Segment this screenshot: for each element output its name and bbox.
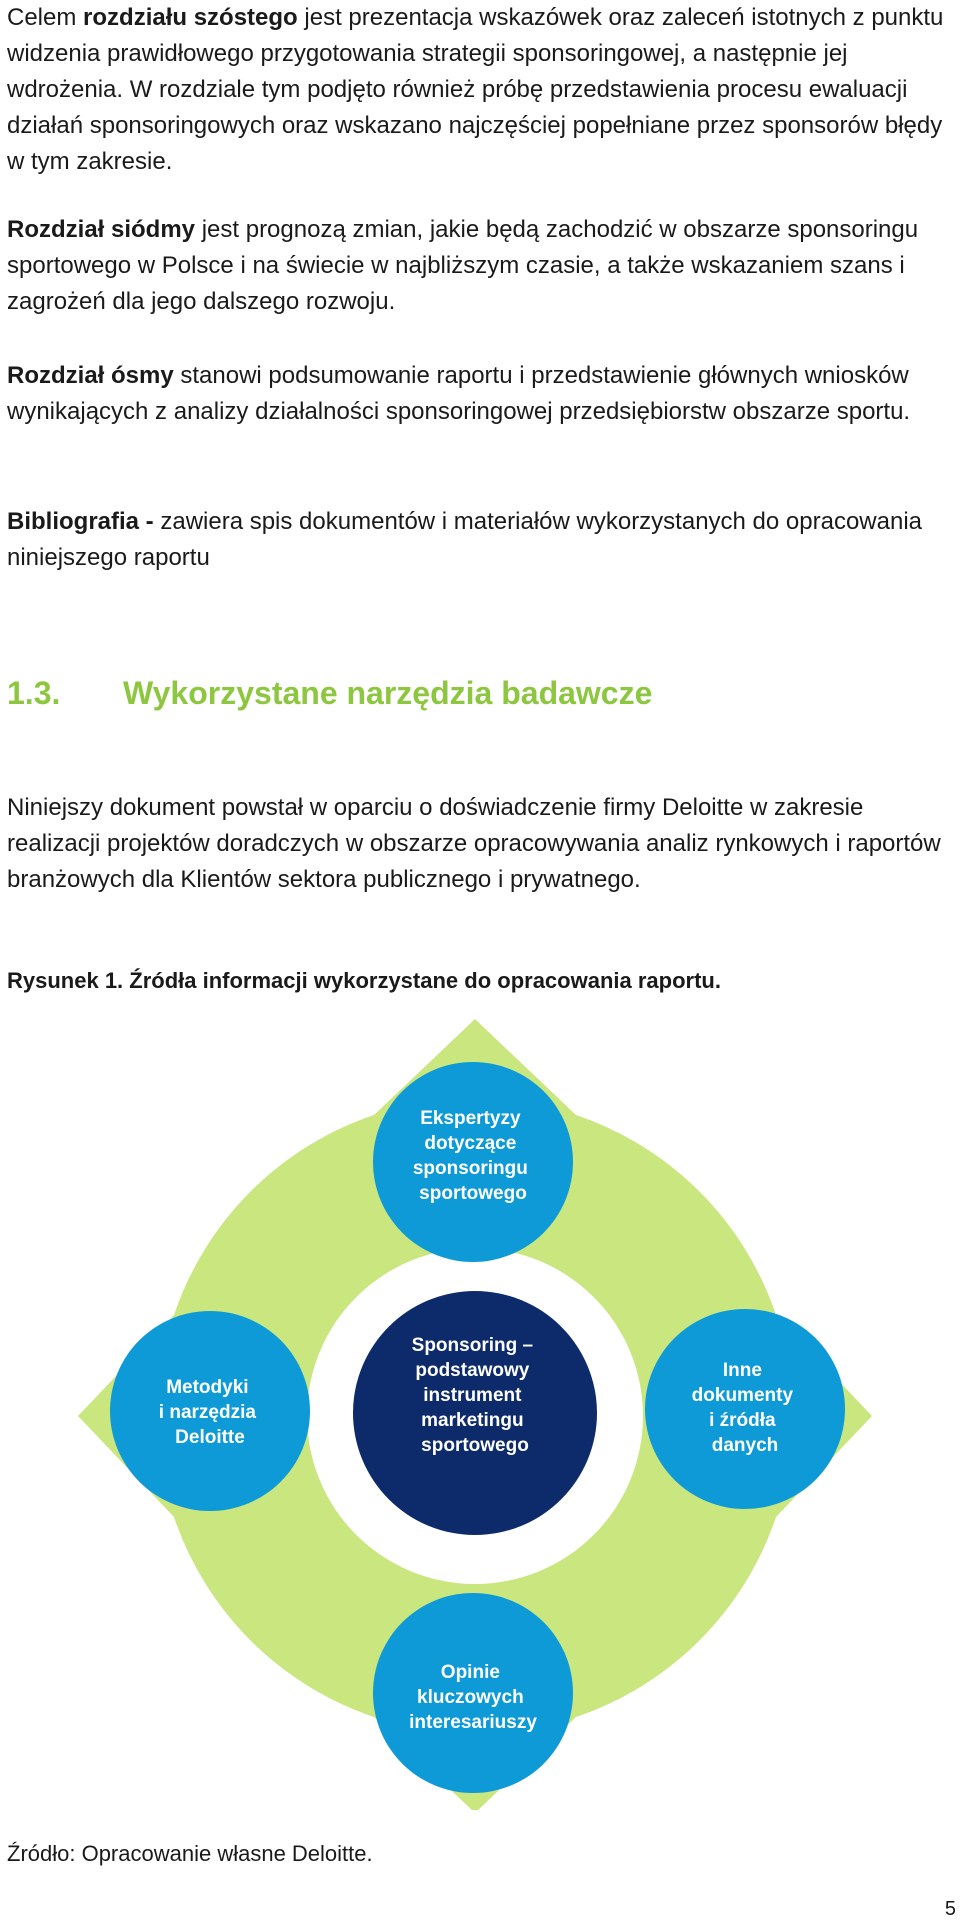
top-node: [373, 1062, 573, 1262]
paragraph-chapter-8: [7, 358, 957, 430]
paragraph-chapter-7: [7, 212, 957, 320]
p6-bold: rozdziału szóstego: [83, 4, 298, 31]
source-note: Źródło: Opracowanie własne Deloitte.: [7, 1841, 373, 1866]
left-node-label: Metodyki i narzędzia Deloitte: [158, 1377, 256, 1448]
sources-diagram: [0, 1010, 960, 1810]
p7-text: jest prognozą zmian, jakie będą zachodzić w obszarze sponsoringu sportowego w Polsce i na świecie w najbliższym czasie, a także wskazaniem szans i zagrożeń dla jego dalszego rozwoju.: [7, 216, 919, 315]
p6-text: jest prezentacja wskazówek oraz zaleceń istotnych z punktu widzenia prawidłowego przygotowania strategii sponsoringowej, a następnie jej wdrożenia. W rozdziale tym podjęto również próbę przedstawienia procesu ewaluacji działań sponsoringowych oraz wskazano najczęściej popełniane przez sponsorów błędy w tym zakresie.: [7, 4, 944, 175]
right-node-label: Inne dokumenty i źródła danych: [691, 1360, 794, 1456]
bottom-node-label: Opinie kluczowych interesariuszy: [409, 1662, 537, 1733]
section-heading: [7, 675, 652, 712]
right-node: [645, 1309, 845, 1509]
p6-prefix: Celem: [7, 4, 84, 31]
paragraph-bibliography: [7, 504, 957, 576]
paragraph-chapter-6: [7, 0, 957, 180]
left-node: [110, 1311, 310, 1511]
p7-bold: Rozdział siódmy: [7, 216, 196, 243]
p8-text: stanowi podsumowanie raportu i przedstawienie głównych wniosków wynikających z analizy działalności sponsoringowej przedsiębiorstw obszarze sportu.: [7, 362, 911, 425]
top-node-label: Ekspertyzy dotyczące sponsoringu sportowego: [412, 1108, 528, 1204]
page-number: 5: [944, 1898, 956, 1920]
section-title: Wykorzystane narzędzia badawcze: [123, 675, 653, 711]
bottom-node: [373, 1593, 573, 1793]
intro-paragraph: Niniejszy dokument powstał w oparciu o doświadczenie firmy Deloitte w zakresie realizacji projektów doradczych w obszarze opracowywania analiz rynkowych i raportów branżowych dla Klientów sektora publicznego i prywatnego.: [7, 794, 941, 893]
bib-text: zawiera spis dokumentów i materiałów wykorzystanych do opracowania niniejszego raportu: [7, 508, 923, 571]
p8-bold: Rozdział ósmy: [7, 362, 174, 389]
section-number: 1.3.: [7, 675, 61, 711]
bib-bold: Bibliografia -: [7, 508, 154, 535]
figure-caption: Rysunek 1. Źródła informacji wykorzystane do opracowania raportu.: [7, 968, 721, 993]
center-node: [353, 1291, 597, 1535]
center-node-label: Sponsoring – podstawowy instrument marketingu sportowego: [411, 1335, 534, 1456]
